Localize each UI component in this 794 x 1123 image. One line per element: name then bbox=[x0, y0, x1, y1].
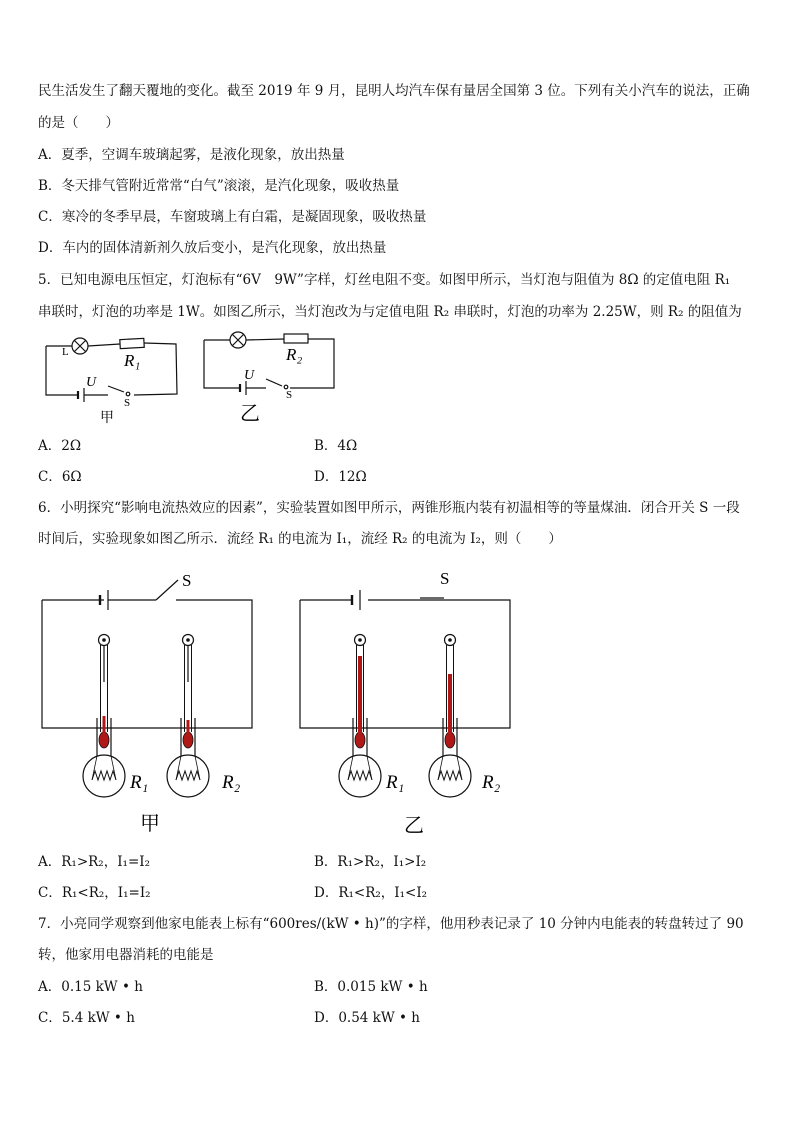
q6-label-r1-yi: R₁ bbox=[386, 772, 405, 793]
resistor-icon bbox=[120, 338, 144, 348]
q5-label-u: U bbox=[86, 375, 97, 390]
q7-option-c: C．5.4 kW • h bbox=[38, 1010, 135, 1026]
q5-label-r2: R₂ bbox=[286, 345, 303, 364]
q5-caption-jia: 甲 bbox=[100, 411, 114, 426]
q6-caption-yi: 乙 bbox=[404, 815, 424, 837]
q5-label-r1: R₁ bbox=[124, 351, 141, 370]
q7-stem-line1: 7．小亮同学观察到他家电能表上标有“600res/(kW • h)”的字样，他用秒表记录了 10 分钟内电能表的转盘转过了 90 bbox=[38, 916, 744, 932]
q4-option-c: C．寒冷的冬季早晨，车窗玻璃上有白霜，是凝固现象，吸收热量 bbox=[38, 209, 427, 225]
q6-label-s-jia: S bbox=[182, 571, 192, 590]
q6-caption-jia: 甲 bbox=[140, 813, 160, 835]
resistor-icon bbox=[284, 334, 308, 343]
q5-stem-line1: 5．已知电源电压恒定，灯泡标有“6V 9W”字样，灯丝电阻不变。如图甲所示，当灯泡与阻值为 8Ω 的定值电阻 R₁ bbox=[38, 272, 731, 288]
q6-option-b: B．R₁>R₂，I₁>I₂ bbox=[314, 854, 427, 870]
q6-label-r1-jia: R₁ bbox=[130, 772, 149, 793]
circuit-yi bbox=[204, 332, 334, 395]
q4-option-b: B．冬天排气管附近常常“白气”滚滚，是汽化现象，吸收热量 bbox=[38, 178, 400, 194]
q5-circuit-diagram bbox=[38, 328, 358, 428]
q5-option-c: C．6Ω bbox=[38, 469, 82, 485]
q6-option-c: C．R₁<R₂，I₁=I₂ bbox=[38, 885, 151, 901]
q4-stem-line1: 民生活发生了翻天覆地的变化。截至 2019 年 9 月，昆明人均汽车保有量居全国第 3 位。下列有关小汽车的说法，正确 bbox=[38, 83, 750, 99]
q6-option-a: A．R₁>R₂，I₁=I₂ bbox=[38, 854, 151, 870]
setup-jia bbox=[42, 580, 252, 728]
switch-icon bbox=[266, 379, 282, 386]
q6-stem-line1: 6．小明探究“影响电流热效应的因素”，实验装置如图甲所示，两锥形瓶内装有初温相等的等量煤油．闭合开关 S 一段 bbox=[38, 500, 740, 516]
q5-option-d: D．12Ω bbox=[314, 469, 367, 485]
q5-option-a: A．2Ω bbox=[38, 438, 82, 454]
q5-label-s2: S bbox=[286, 389, 293, 401]
switch-icon bbox=[108, 386, 124, 392]
q7-stem-line2: 转，他家用电器消耗的电能是 bbox=[38, 947, 214, 963]
q7-option-d: D．0.54 kW • h bbox=[314, 1010, 420, 1026]
q5-label-lamp: L bbox=[62, 346, 69, 358]
q7-option-b: B．0.015 kW • h bbox=[314, 979, 428, 995]
q5-label-u2: U bbox=[244, 368, 255, 383]
q4-option-d: D．车内的固体清新剂久放后变小，是汽化现象，放出热量 bbox=[38, 240, 387, 256]
q6-label-r2-jia: R₂ bbox=[222, 772, 241, 793]
q4-option-a: A．夏季，空调车玻璃起雾，是液化现象，放出热量 bbox=[38, 147, 345, 163]
q5-stem-line2: 串联时，灯泡的功率是 1W。如图乙所示，当灯泡改为与定值电阻 R₂ 串联时，灯泡的功率为 2.25W，则 R₂ 的阻值为 bbox=[38, 304, 742, 320]
q4-stem-line2: 的是（ ） bbox=[38, 115, 119, 131]
q5-label-s: S bbox=[124, 397, 131, 409]
setup-yi bbox=[300, 590, 510, 728]
q5-option-b: B．4Ω bbox=[314, 438, 358, 454]
q7-option-a: A．0.15 kW • h bbox=[38, 979, 143, 995]
q6-stem-line2: 时间后，实验现象如图乙所示．流经 R₁ 的电流为 I₁，流经 R₂ 的电流为 I₂，则（ ） bbox=[38, 531, 562, 547]
q6-label-r2-yi: R₂ bbox=[482, 772, 501, 793]
q5-caption-yi: 乙 bbox=[240, 403, 260, 425]
switch-icon bbox=[156, 580, 178, 600]
q6-apparatus-diagram bbox=[38, 566, 518, 842]
q6-label-s-yi: S bbox=[440, 569, 450, 588]
q6-option-d: D．R₁<R₂，I₁<I₂ bbox=[314, 885, 428, 901]
